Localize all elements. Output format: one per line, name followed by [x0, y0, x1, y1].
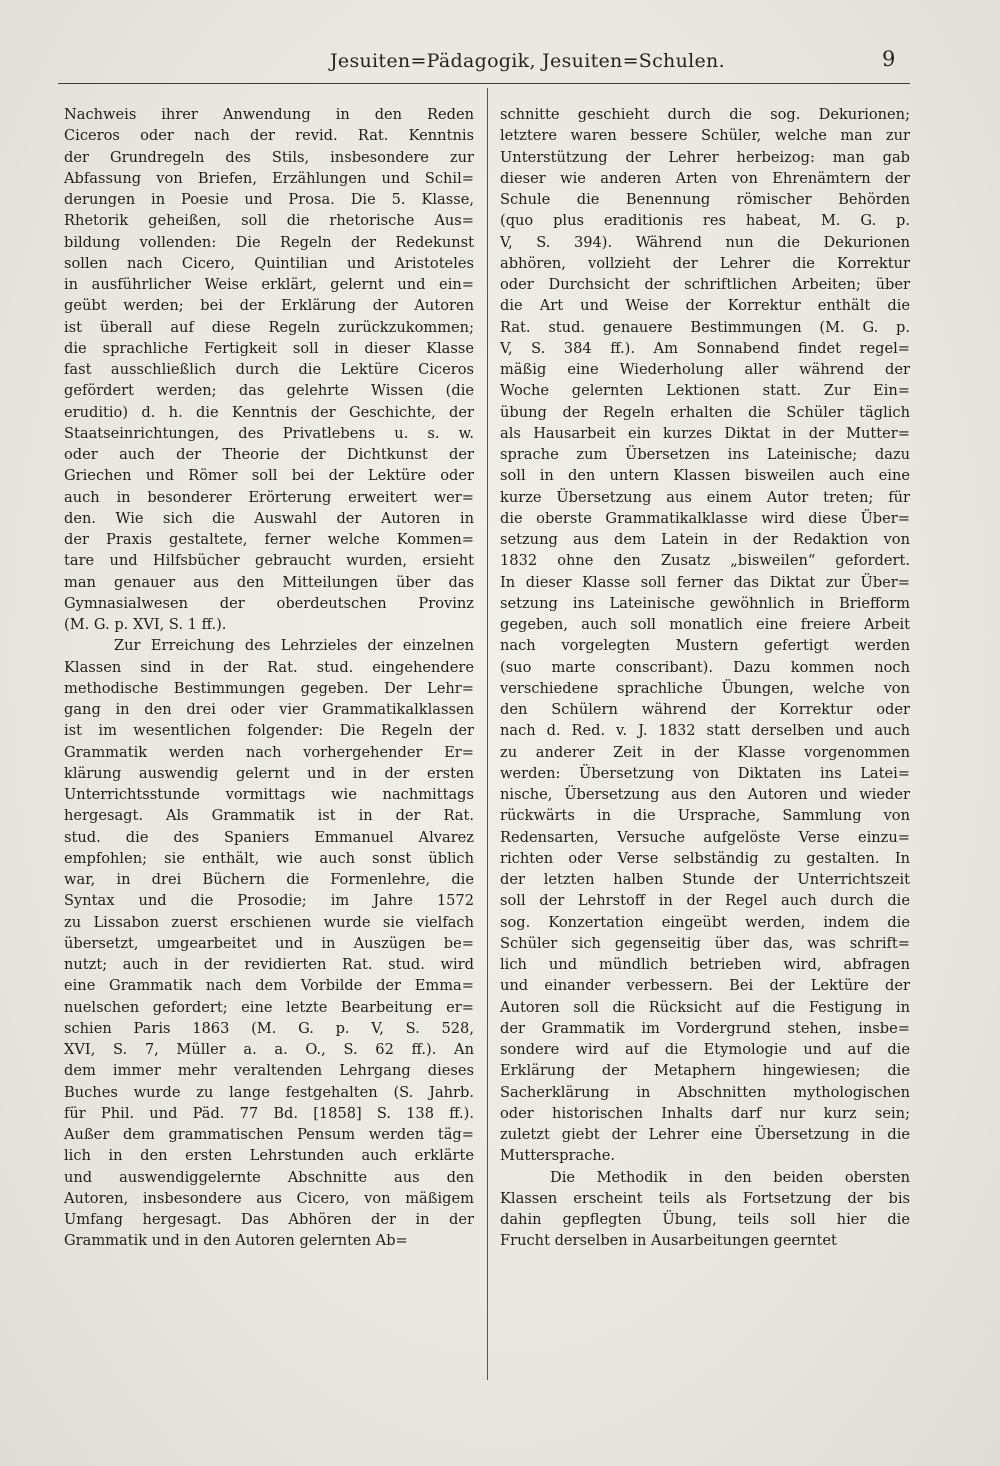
text-line: den. Wie sich die Auswahl der Autoren in	[64, 509, 474, 527]
text-line: (quo plus eraditionis res habeat, M. G. p.	[500, 212, 910, 230]
text-line: mäßig eine Wiederholung aller während der	[500, 361, 910, 378]
text-line: man genauer aus den Mitteilungen über das	[64, 573, 474, 591]
text-line: Rat. stud. genauere Bestimmungen (M. G. p.	[500, 318, 910, 336]
text-line: Nachweis ihrer Anwendung in den Reden	[64, 106, 474, 123]
running-header: Jesuiten=Pädagogik, Jesuiten=Schulen.	[330, 50, 725, 72]
text-line: Klassen sind in der Rat. stud. eingehendere	[64, 658, 474, 676]
text-line: XVI, S. 7, Müller a. a. O., S. 62 ff.). An	[64, 1041, 474, 1058]
text-line: tare und Hilfsbücher gebraucht wurden, ersieht	[64, 552, 474, 570]
text-line: verschiedene sprachliche Übungen, welche von	[500, 679, 910, 697]
text-line: sog. Konzertation eingeübt werden, indem die	[500, 913, 910, 931]
text-line: oder historischen Inhalts darf nur kurz sein;	[500, 1104, 910, 1122]
text-line: den Schülern während der Korrektur oder	[500, 701, 910, 718]
text-line: dem immer mehr veraltenden Lehrgang dieses	[64, 1062, 474, 1080]
text-line: Frucht derselben in Ausarbeitungen geerntet	[500, 1232, 837, 1250]
text-line: soll der Lehrstoff in der Regel auch durch die	[500, 892, 910, 910]
column-divider	[487, 88, 488, 1380]
text-line: Unterstützung der Lehrer herbeizog: man gab	[500, 148, 910, 166]
text-column-left	[64, 104, 474, 1252]
text-line: oder auch der Theorie der Dichtkunst der	[64, 446, 474, 463]
text-column-right	[500, 104, 910, 1252]
text-line: sondere wird auf die Etymologie und auf die	[500, 1041, 910, 1058]
text-line: Erklärung der Metaphern hingewiesen; die	[500, 1062, 910, 1080]
text-line: Redensarten, Versuche aufgelöste Verse einzu=	[500, 828, 910, 846]
text-line: Rhetorik geheißen, soll die rhetorische Aus=	[64, 212, 474, 230]
text-line: derungen in Poesie und Prosa. Die 5. Klasse,	[64, 191, 474, 208]
header-rule	[58, 83, 910, 84]
text-line: Klassen erscheint teils als Fortsetzung der bis	[500, 1189, 910, 1207]
text-line: die oberste Grammatikalklasse wird diese Über=	[500, 509, 910, 527]
text-line: als Hausarbeit ein kurzes Diktat in der Mutter=	[500, 424, 910, 442]
text-line: V, S. 384 ff.). Am Sonnabend findet regel=	[500, 339, 910, 357]
text-line: Schüler sich gegenseitig über das, was schrift=	[500, 934, 910, 952]
text-line: zu anderer Zeit in der Klasse vorgenommen	[500, 743, 910, 761]
text-line: V, S. 394). Während nun die Dekurionen	[500, 233, 910, 251]
text-line: Staatseinrichtungen, des Privatlebens u. s. w.	[64, 424, 474, 442]
text-line: zuletzt giebt der Lehrer eine Übersetzung in die	[500, 1126, 910, 1143]
text-line: Griechen und Römer soll bei der Lektüre oder	[64, 467, 474, 485]
text-line: kurze Übersetzung aus einem Autor treten; für	[500, 488, 910, 506]
text-line: für Phil. und Päd. 77 Bd. [1858] S. 138 ff.).	[64, 1104, 474, 1122]
text-line: eruditio) d. h. die Kenntnis der Geschichte, der	[64, 403, 474, 421]
text-line: Muttersprache.	[500, 1147, 616, 1165]
text-line: Grammatik werden nach vorhergehender Er=	[64, 743, 474, 761]
text-line: eine Grammatik nach dem Vorbilde der Emma=	[64, 977, 474, 995]
text-line: der Grundregeln des Stils, insbesondere zur	[64, 148, 474, 166]
text-line: nach vorgelegten Mustern gefertigt werden	[500, 637, 910, 655]
text-line: nische, Übersetzung aus den Autoren und wieder	[500, 786, 910, 803]
text-line: setzung ins Lateinische gewöhnlich in Briefform	[500, 594, 910, 612]
text-line: Unterrichtsstunde vormittags wie nachmittags	[64, 786, 474, 803]
text-line: Gymnasialwesen der oberdeutschen Provinz	[64, 594, 474, 612]
text-line: die Art und Weise der Korrektur enthält die	[500, 297, 910, 315]
text-line: Umfang hergesagt. Das Abhören der in der	[64, 1211, 474, 1228]
text-line: gang in den drei oder vier Grammatikalklassen	[64, 701, 474, 718]
text-line: der Praxis gestaltete, ferner welche Kommen=	[64, 531, 474, 548]
text-line: zu Lissabon zuerst erschienen wurde sie vielfach	[64, 913, 474, 931]
text-line: lich in den ersten Lehrstunden auch erklärte	[64, 1147, 474, 1165]
text-line: empfohlen; sie enthält, wie auch sonst üblich	[64, 849, 474, 867]
text-line: hergesagt. Als Grammatik ist in der Rat.	[64, 807, 474, 825]
text-line: nach d. Red. v. J. 1832 statt derselben und auch	[500, 722, 910, 740]
text-line: dieser wie anderen Arten von Ehrenämtern der	[500, 169, 910, 187]
text-line: stud. die des Spaniers Emmanuel Alvarez	[64, 828, 474, 846]
text-line: setzung aus dem Latein in der Redaktion von	[500, 531, 910, 548]
text-line: Außer dem grammatischen Pensum werden täg=	[64, 1126, 474, 1143]
text-line: übung der Regeln erhalten die Schüler täglich	[500, 403, 910, 421]
text-line: ist im wesentlichen folgender: Die Regeln der	[64, 722, 474, 740]
text-line: fast ausschließlich durch die Lektüre Ciceros	[64, 361, 474, 378]
text-line: Autoren soll die Rücksicht auf die Festigung in	[500, 998, 910, 1016]
text-line: die sprachliche Fertigkeit soll in dieser Klasse	[64, 339, 474, 357]
text-line: Autoren, insbesondere aus Cicero, von mäßigem	[64, 1189, 474, 1207]
text-line: ist überall auf diese Regeln zurückzukommen;	[64, 318, 474, 336]
text-line: oder Durchsicht der schriftlichen Arbeiten; über	[500, 276, 910, 293]
text-line: klärung auswendig gelernt und in der ersten	[64, 764, 474, 782]
text-line: Syntax und die Prosodie; im Jahre 1572	[64, 892, 474, 910]
text-line: schnitte geschieht durch die sog. Dekurionen;	[500, 106, 910, 123]
text-line: auch in besonderer Erörterung erweitert wer=	[64, 488, 474, 506]
text-line: Zur Erreichung des Lehrzieles der einzelnen	[114, 637, 474, 655]
text-line: nutzt; auch in der revidierten Rat. stud. wird	[64, 956, 474, 973]
text-line: und auswendiggelernte Abschnitte aus den	[64, 1168, 474, 1186]
text-line: gegeben, auch soll monatlich eine freiere Arbeit	[500, 616, 910, 633]
text-line: werden: Übersetzung von Diktaten ins Latei=	[500, 764, 910, 782]
text-line: und einander verbessern. Bei der Lektüre der	[500, 977, 910, 995]
text-line: In dieser Klasse soll ferner das Diktat zur Über=	[500, 573, 910, 591]
text-line: gefördert werden; das gelehrte Wissen (die	[64, 382, 474, 400]
text-line: richten oder Verse selbständig zu gestalten. In	[500, 849, 910, 867]
page-number: 9	[882, 47, 896, 71]
text-line: rückwärts in die Ursprache, Sammlung von	[500, 807, 910, 825]
text-line: der Grammatik im Vordergrund stehen, insbe=	[500, 1019, 910, 1037]
text-line: 1832 ohne den Zusatz „bisweilen“ gefordert.	[500, 552, 910, 570]
text-line: Sacherklärung in Abschnitten mythologischen	[500, 1083, 910, 1101]
text-line: abhören, vollzieht der Lehrer die Korrektur	[500, 254, 910, 272]
text-line: soll in den untern Klassen bisweilen auch eine	[500, 467, 910, 485]
text-line: methodische Bestimmungen gegeben. Der Lehr=	[64, 679, 474, 697]
text-line: in ausführlicher Weise erklärt, gelernt und ein=	[64, 276, 474, 293]
text-line: geübt werden; bei der Erklärung der Autoren	[64, 297, 474, 315]
text-line: dahin gepflegten Übung, teils soll hier die	[500, 1211, 910, 1228]
text-line: (suo marte conscribant). Dazu kommen noch	[500, 658, 910, 676]
text-line: Grammatik und in den Autoren gelernten Ab=	[64, 1232, 408, 1250]
text-line: nuelschen gefordert; eine letzte Bearbeitung er=	[64, 998, 474, 1016]
text-line: war, in drei Büchern die Formenlehre, die	[64, 871, 474, 888]
text-line: sprache zum Übersetzen ins Lateinische; dazu	[500, 446, 910, 463]
text-line: bildung vollenden: Die Regeln der Redekunst	[64, 233, 474, 251]
text-line: Abfassung von Briefen, Erzählungen und Schil=	[64, 169, 474, 187]
text-line: letztere waren bessere Schüler, welche man zur	[500, 127, 910, 145]
text-line: der letzten halben Stunde der Unterrichtszeit	[500, 871, 910, 888]
text-line: (M. G. p. XVI, S. 1 ff.).	[64, 616, 227, 633]
text-line: Woche gelernten Lektionen statt. Zur Ein=	[500, 382, 910, 400]
text-line: Buches wurde zu lange festgehalten (S. Jahrb.	[64, 1083, 474, 1101]
text-line: übersetzt, umgearbeitet und in Auszügen be=	[64, 934, 474, 952]
text-line: lich und mündlich betrieben wird, abfragen	[500, 956, 910, 973]
text-line: sollen nach Cicero, Quintilian und Aristoteles	[64, 254, 474, 272]
text-line: schien Paris 1863 (M. G. p. V, S. 528,	[64, 1019, 474, 1037]
text-line: Ciceros oder nach der revid. Rat. Kenntnis	[64, 127, 474, 145]
text-line: Schule die Benennung römischer Behörden	[500, 191, 910, 208]
text-line: Die Methodik in den beiden obersten	[550, 1168, 910, 1186]
